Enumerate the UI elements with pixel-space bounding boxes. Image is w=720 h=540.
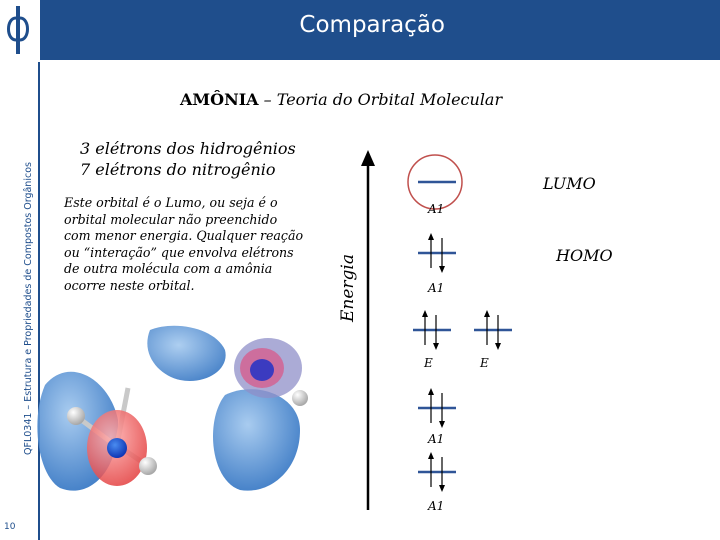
lumo-label: LUMO [543,174,596,193]
a1-level-lower [418,388,456,428]
level-label: E [480,356,489,370]
level-label: E [424,356,433,370]
energy-axis [361,150,375,510]
lumo-level [408,155,462,209]
electrons-nitrogen: 7 elétrons do nitrogênio [80,160,276,179]
homo-level [418,233,456,273]
ammonia-orbital-image [37,326,308,491]
page-number: 10 [4,522,16,532]
level-label: A1 [428,281,445,295]
energy-axis-label: Energia [338,254,358,322]
electrons-hydrogen: 3 elétrons dos hidrogênios [80,139,296,158]
lumo-explanation: Este orbital é o Lumo, ou seja é o orbital molecular não preenchido com menor energia. Qualquer reação ou “interação” que envolva elétrons de outra molécula com a amônia ocorre neste orbital. [64,195,304,293]
level-label: A1 [428,202,445,216]
slide-title: Comparação [299,12,445,38]
subtitle-bold: AMÔNIA [180,90,259,109]
level-label: A1 [428,432,445,446]
level-label: A1 [428,499,445,513]
course-label: QFL0341 – Estrutura e Propriedades de Compostos Orgânicos [23,162,34,455]
a1-level-lowest [418,452,456,492]
homo-label: HOMO [556,246,613,265]
subtitle-italic: – Teoria do Orbital Molecular [258,90,503,109]
degenerate-e-levels [413,310,512,350]
